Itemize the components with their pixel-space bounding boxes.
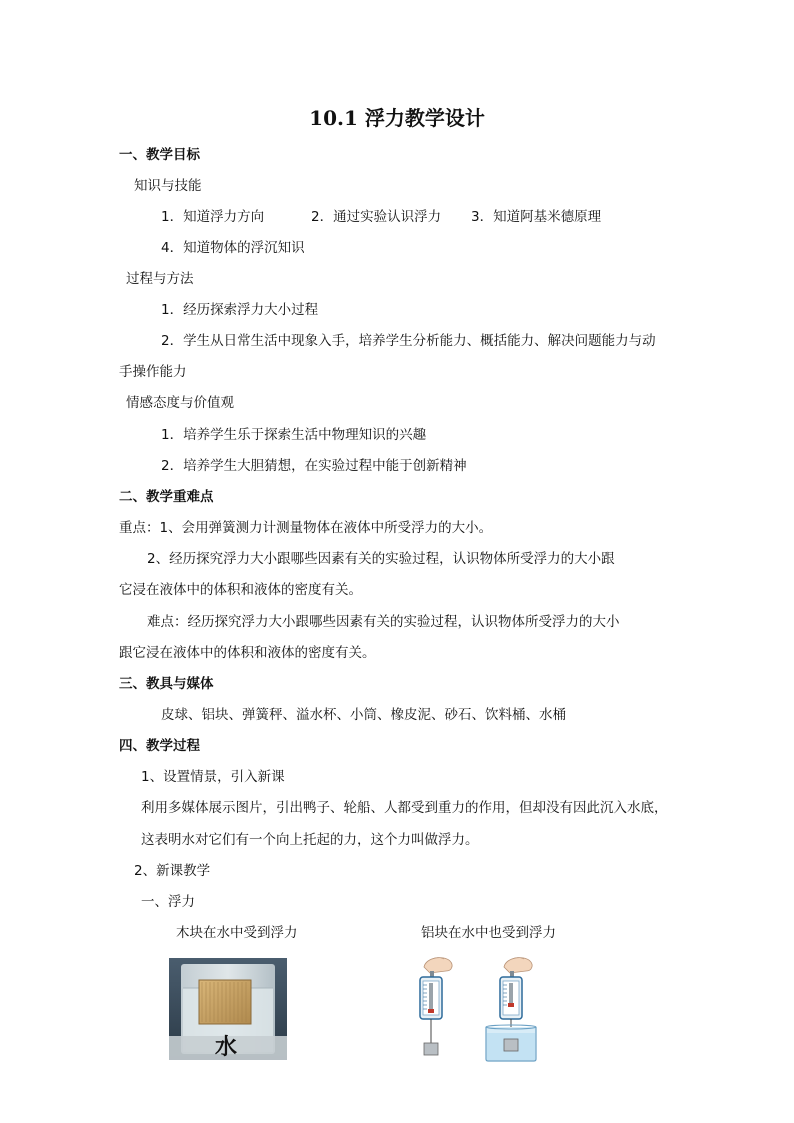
section-heading-process: 四、教学过程 <box>119 738 200 754</box>
water-label: 水 <box>215 1035 238 1060</box>
objective-item: 1．知道浮力方向 <box>161 209 265 225</box>
section-heading-objectives: 一、教学目标 <box>119 147 200 163</box>
wood-block-in-water-photo <box>169 958 287 1060</box>
figure-caption-wood: 木块在水中受到浮力 <box>176 925 298 941</box>
aluminum-block-spring-scale-diagram <box>410 953 560 1063</box>
hand-icon <box>424 958 452 974</box>
step-2-heading: 2、新课教学 <box>134 863 211 879</box>
process-item-continued: 手操作能力 <box>119 364 187 380</box>
step-1-heading: 1、设置情景，引入新课 <box>141 769 285 785</box>
key-point-1: 重点：1、会用弹簧测力计测量物体在液体中所受浮力的大小。 <box>119 520 493 536</box>
step-1-text-continued: 这表明水对它们有一个向上托起的力，这个力叫做浮力。 <box>141 832 479 848</box>
materials-list: 皮球、铝块、弹簧秤、溢水杯、小筒、橡皮泥、砂石、饮料桶、水桶 <box>161 707 566 723</box>
process-item: 1．经历探索浮力大小过程 <box>161 302 319 318</box>
key-point-2: 2、经历探究浮力大小跟哪些因素有关的实验过程，认识物体所受浮力的大小跟 <box>147 551 615 567</box>
objective-item: 2．通过实验认识浮力 <box>311 209 442 225</box>
hand-icon <box>504 958 532 974</box>
page-title: 10.1 浮力教学设计 <box>309 106 485 130</box>
key-point-2-continued: 它浸在液体中的体积和液体的密度有关。 <box>119 582 362 598</box>
figure-caption-aluminum: 铝块在水中也受到浮力 <box>421 925 556 941</box>
difficulty-continued: 跟它浸在液体中的体积和液体的密度有关。 <box>119 645 376 661</box>
objective-item: 4．知道物体的浮沉知识 <box>161 240 305 256</box>
subheading-knowledge: 知识与技能 <box>134 178 202 194</box>
section-heading-keypoints: 二、教学重难点 <box>119 489 214 505</box>
objective-item: 3．知道阿基米德原理 <box>471 209 602 225</box>
step-1-text: 利用多媒体展示图片，引出鸭子、轮船、人都受到重力的作用，但却没有因此沉入水底， <box>141 800 668 816</box>
process-item: 2．学生从日常生活中现象入手，培养学生分析能力、概括能力、解决问题能力与动 <box>161 333 656 349</box>
part-1-heading: 一、浮力 <box>141 894 195 910</box>
attitude-item: 2．培养学生大胆猜想，在实验过程中能于创新精神 <box>161 458 467 474</box>
subheading-process: 过程与方法 <box>126 271 194 287</box>
section-heading-materials: 三、教具与媒体 <box>119 676 214 692</box>
attitude-item: 1．培养学生乐于探索生活中物理知识的兴趣 <box>161 427 427 443</box>
subheading-attitude: 情感态度与价值观 <box>126 395 234 411</box>
difficulty: 难点：经历探究浮力大小跟哪些因素有关的实验过程，认识物体所受浮力的大小 <box>147 614 620 630</box>
